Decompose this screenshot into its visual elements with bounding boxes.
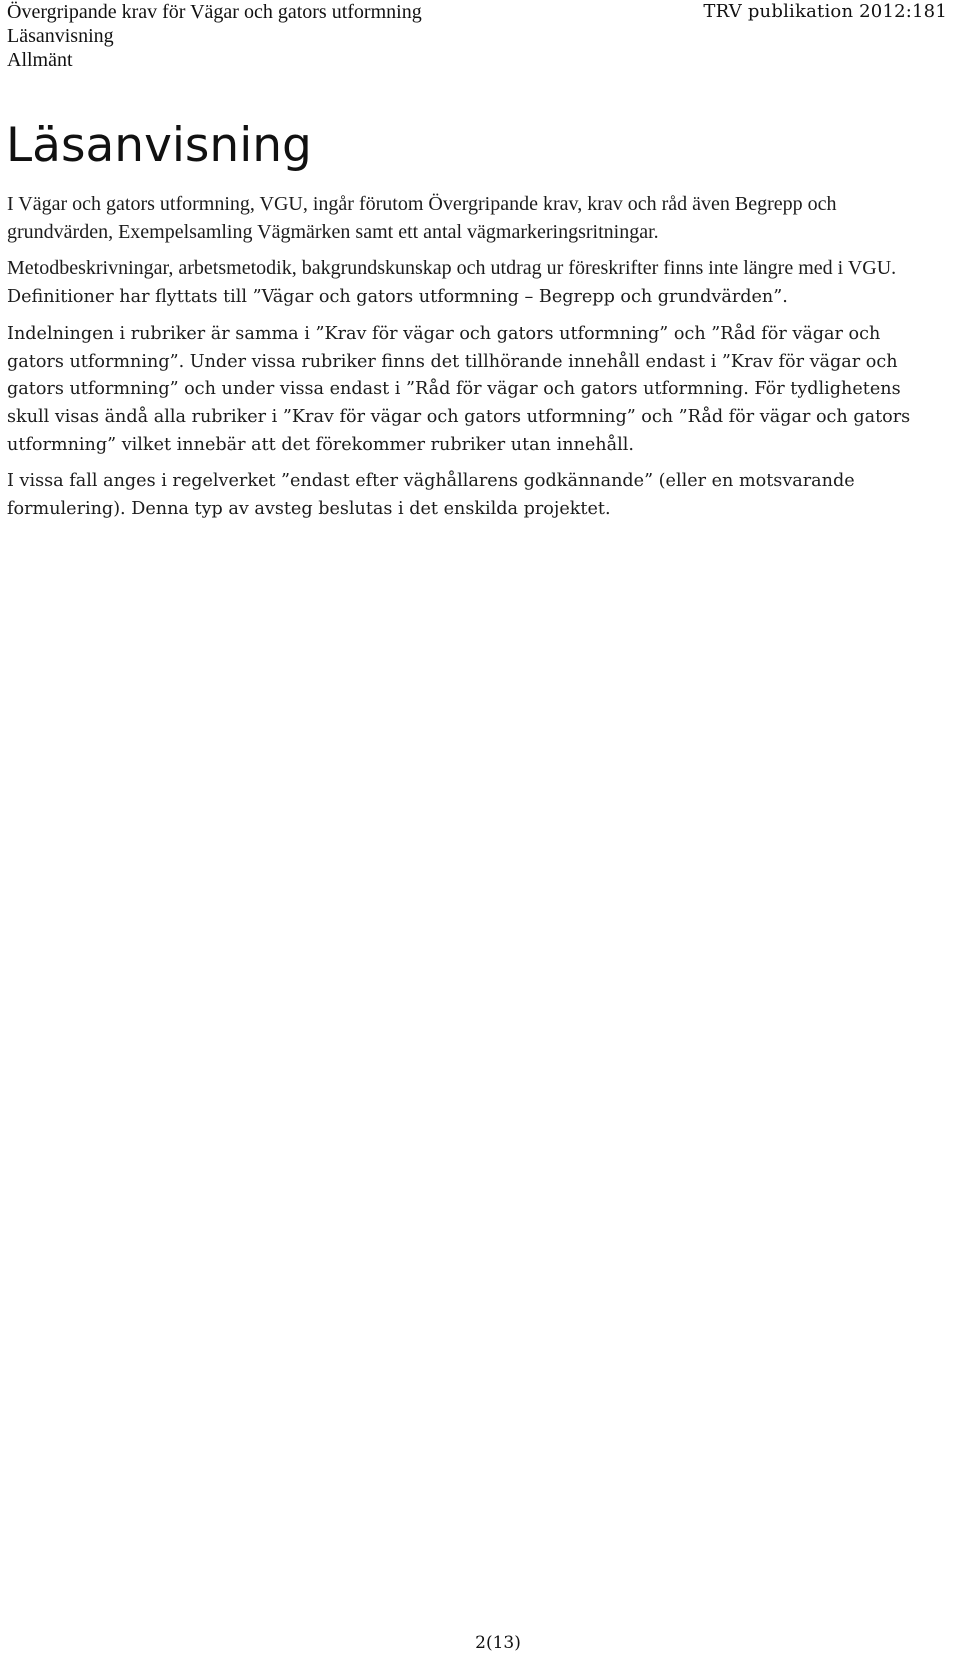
paragraph-structure: Indelningen i rubriker är samma i ”Krav för vägar och gators utformning” och ”Råd för vägar och gators utformning”. Under vissa rubriker finns det tillhörande innehåll endast i ”Krav för vägar och gators utformning” och under vissa endast i ”Råd för vägar och gators utformning. För tydlighetens skull visas ändå alla rubriker i ”Krav för vägar och gators utformning” och ”Råd för vägar och gators utformning” vilket innebär att det förekommer rubriker utan innehåll. [7,323,911,455]
page-number: 2(13) [475,1633,521,1653]
paragraph-methods [7,255,942,311]
paragraph-methods-part1: Metodbeskrivningar, arbetsmetodik, bakgrundskunskap och utdrag ur föreskrifter finns inte längre med i VGU. [7,257,897,280]
paragraph-exceptions: I vissa fall anges i regelverket ”endast efter väghållarens godkännande” (eller en motsvarande formulering). Denna typ av avsteg beslutas i det enskilda projektet. [7,471,855,520]
page-title: Läsanvisning [6,118,312,173]
document-body [7,191,942,533]
header-section: Läsanvisning [7,25,114,47]
paragraph-methods-part2: Definitioner har flyttats till ”Vägar och gators utformning – Begrepp och grundvärden”. [7,287,788,308]
document-title: Övergripande krav för Vägar och gators utformning [7,1,422,23]
header-top-row [7,0,947,24]
paragraph-intro: I Vägar och gators utformning, VGU, ingår förutom Övergripande krav, krav och råd även Begrepp och grundvärden, Exempelsamling Vägmärken samt ett antal vägmarkeringsritningar. [7,193,837,243]
header-subsection: Allmänt [7,49,73,71]
publication-number: TRV publikation 2012:181 [703,1,947,22]
page-header [7,0,947,72]
